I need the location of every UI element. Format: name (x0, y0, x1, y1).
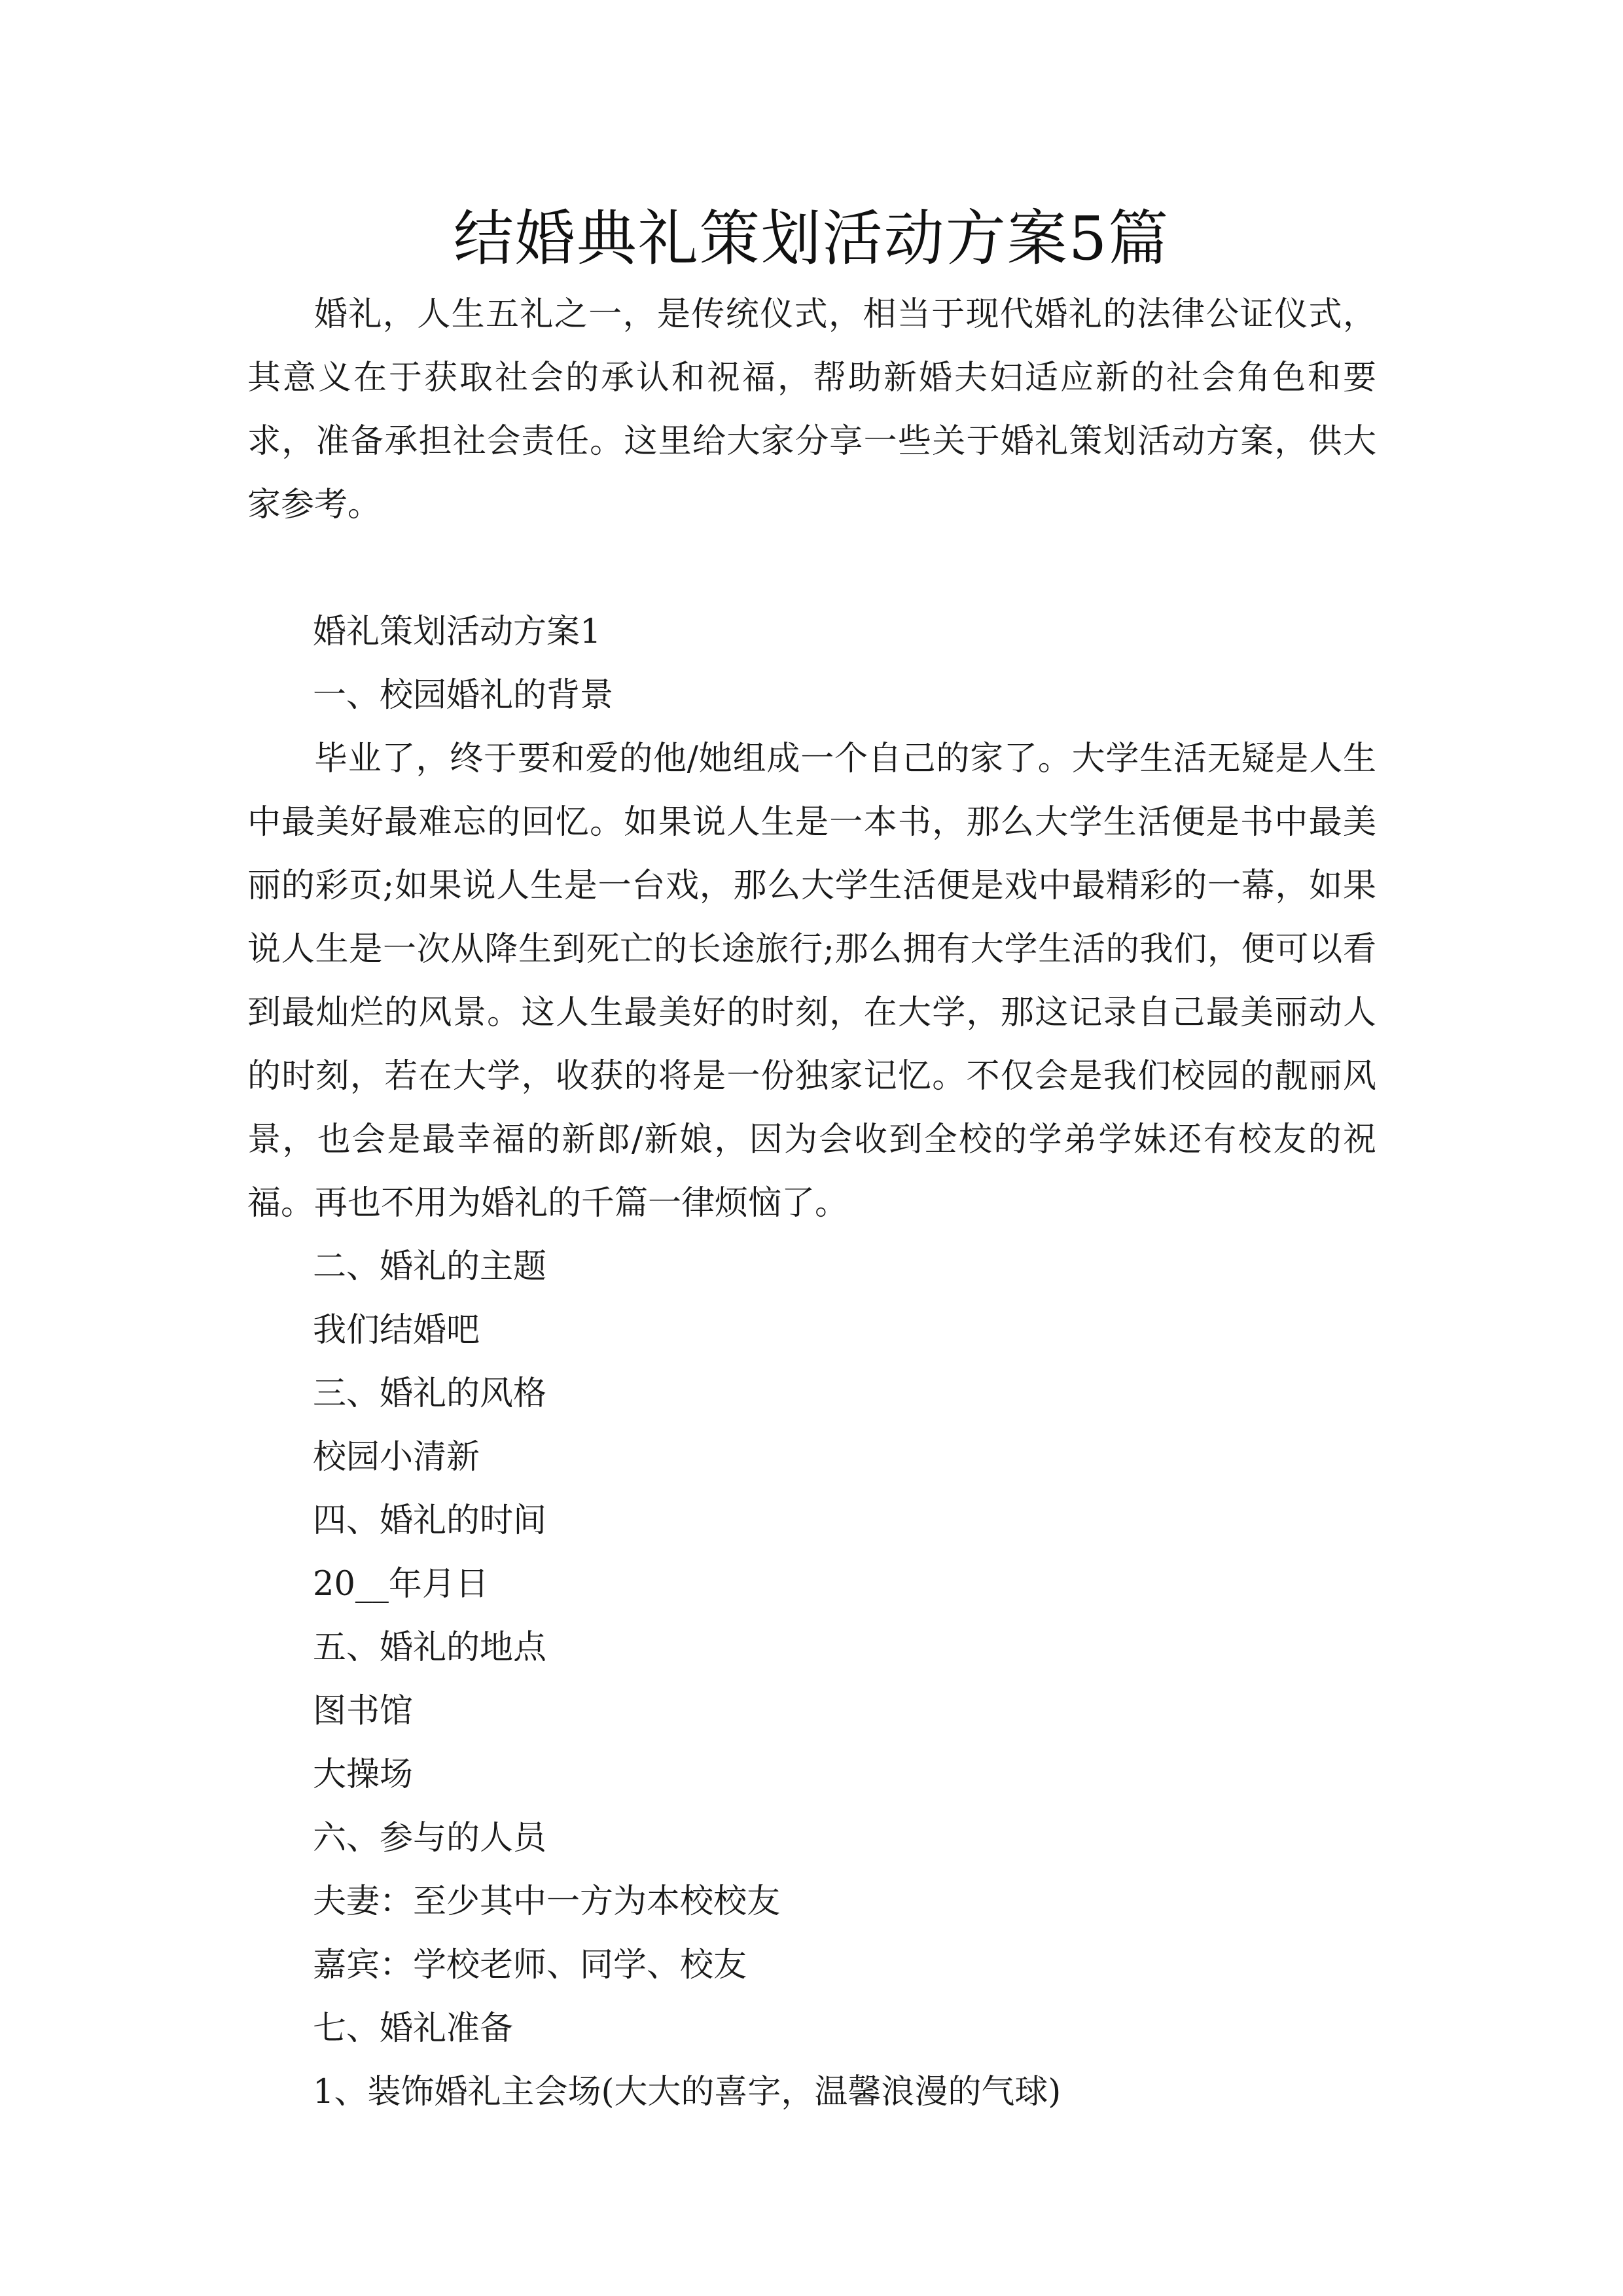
section-heading-background: 一、校园婚礼的背景 (313, 676, 614, 715)
preparation-item-1: 1、装饰婚礼主会场(大大的喜字，温馨浪漫的气球) (313, 2073, 1061, 2111)
plan-heading: 婚礼策划活动方案1 (313, 613, 601, 651)
intro-paragraph: 婚礼，人生五礼之一，是传统仪式，相当于现代婚礼的法律公证仪式，其意义在于获取社会的承认和祝福，帮助新婚夫妇适应新的社会角色和要求，准备承担社会责任。这里给大家分享一些关于婚礼策划活动方案，供大家参考。 (247, 295, 1376, 524)
theme-value: 我们结婚吧 (313, 1311, 480, 1350)
participants-couple: 夫妻：至少其中一方为本校校友 (313, 1882, 781, 1921)
section-heading-preparation: 七、婚礼准备 (313, 2009, 514, 2048)
document-body (247, 283, 1376, 2124)
section-heading-time: 四、婚礼的时间 (313, 1501, 547, 1540)
document-title: 结婚典礼策划活动方案5篇 (453, 204, 1170, 274)
section-heading-style: 三、婚礼的风格 (313, 1374, 547, 1413)
style-value: 校园小清新 (313, 1438, 480, 1477)
location-value-playground: 大操场 (313, 1755, 414, 1794)
background-paragraph: 毕业了，终于要和爱的他/她组成一个自己的家了。大学生活无疑是人生中最美好最难忘的回忆。如果说人生是一本书，那么大学生活便是书中最美丽的彩页;如果说人生是一台戏，那么大学生活便是戏中最精彩的一幕，如果说人生是一次从降生到死亡的长途旅行;那么拥有大学生活的我们，便可以看到最灿烂的风景。这人生最美好的时刻，在大学，那这记录自己最美丽动人的时刻，若在大学，收获的将是一份独家记忆。不仅会是我们校园的靓丽风景，也会是最幸福的新郎/新娘，因为会收到全校的学弟学妹还有校友的祝福。再也不用为婚礼的千篇一律烦恼了。 (247, 740, 1376, 1223)
participants-guests: 嘉宾：学校老师、同学、校友 (313, 1946, 747, 1984)
section-heading-participants: 六、参与的人员 (313, 1819, 547, 1857)
location-value-library: 图书馆 (313, 1692, 414, 1731)
section-heading-location: 五、婚礼的地点 (313, 1628, 547, 1667)
time-value: 20__年月日 (313, 1565, 489, 1604)
section-heading-theme: 二、婚礼的主题 (313, 1247, 547, 1286)
